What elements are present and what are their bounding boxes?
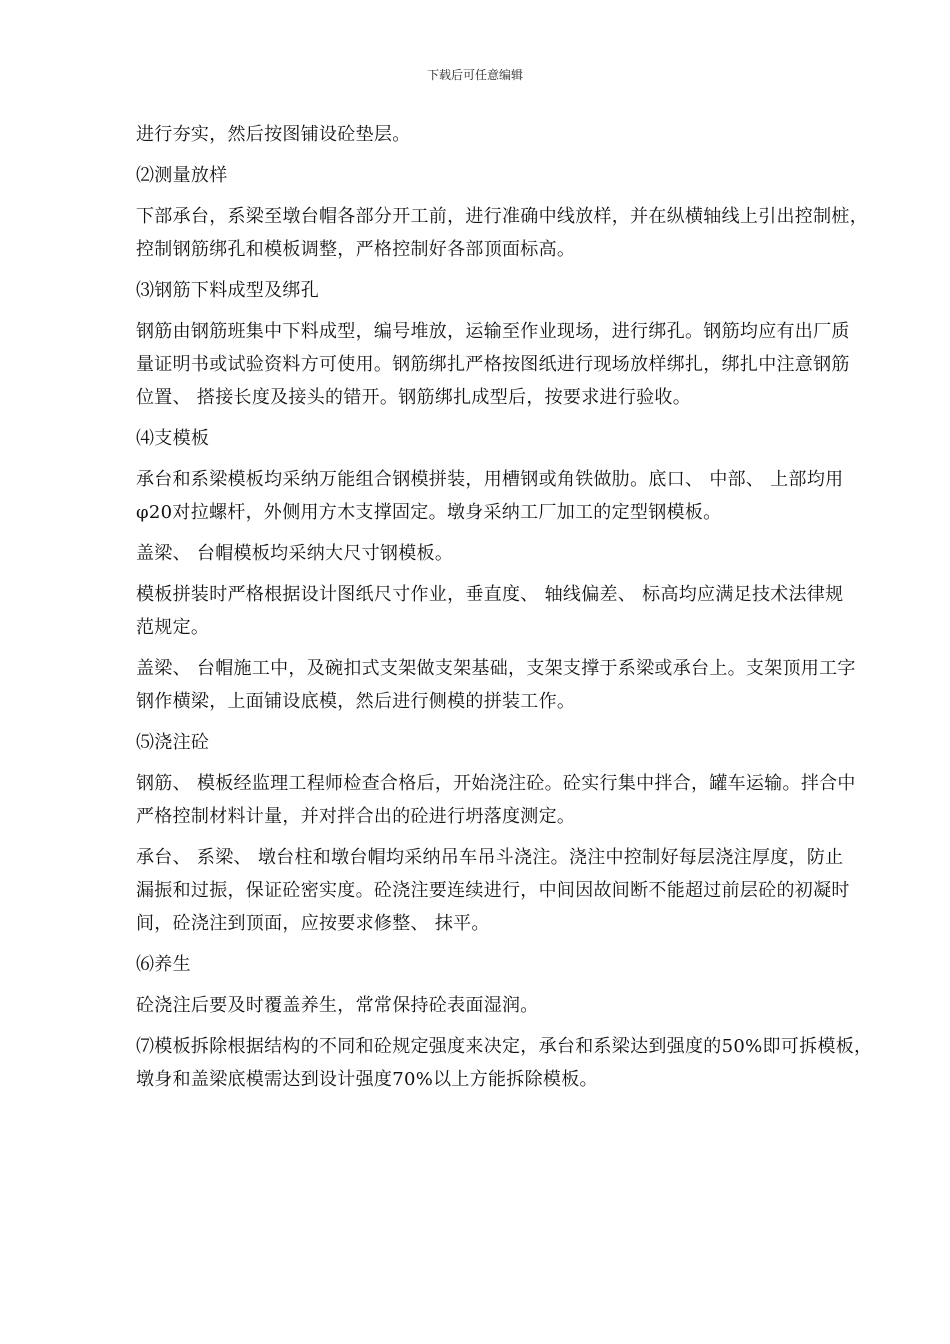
section-heading: ⑵测量放样 [136, 165, 228, 186]
text-line: 进行夯实，然后按图铺设砼垫层。 [136, 124, 411, 145]
section-heading: ⑹养生 [136, 954, 191, 975]
section-heading: ⑸浇注砼 [136, 732, 210, 753]
section-heading: ⑷支模板 [136, 428, 210, 449]
text-line: 严格控制材料计量，并对拌合出的砼进行坍落度测定。 [136, 806, 576, 827]
text-line: ⑺模板拆除根据结构的不同和砼规定强度来决定，承台和系梁达到强度的50%即可拆模板， [136, 1036, 873, 1057]
text-line: 位置、 搭接长度及接头的错开。钢筋绑扎成型后，按要求进行验收。 [136, 387, 692, 408]
document-body [136, 118, 896, 1096]
text-line: 盖梁、 台帽施工中，及碗扣式支架做支架基础，支架支撑于系梁或承台上。支架顶用工字 [136, 658, 856, 679]
text-line: 钢作横梁，上面铺设底模，然后进行侧模的拼装工作。 [136, 691, 576, 712]
text-line: 钢筋由钢筋班集中下料成型，编号堆放，运输至作业现场，进行绑孔。钢筋均应有出厂质 [136, 321, 850, 342]
text-line: 模板拼装时严格根据设计图纸尺寸作业，垂直度、 轴线偏差、 标高均应满足技术法律规 [136, 584, 844, 605]
text-line: 钢筋、 模板经监理工程师检查合格后，开始浇注砼。砼实行集中拌合，罐车运输。拌合中 [136, 773, 856, 794]
text-line: 墩身和盖梁底模需达到设计强度70%以上方能拆除模板。 [136, 1069, 598, 1090]
text-line: 砼浇注后要及时覆盖养生，常常保持砼表面湿润。 [136, 995, 539, 1016]
page-header: 下载后可任意编辑 [426, 68, 523, 82]
section-heading: ⑶钢筋下料成型及绑孔 [136, 280, 319, 301]
text-line: 范规定。 [136, 617, 210, 638]
text-line: 漏振和过振，保证砼密实度。砼浇注要连续进行，中间因故间断不能超过前层砼的初凝时 [136, 880, 850, 901]
text-line: 下部承台，系梁至墩台帽各部分开工前，进行准确中线放样，并在纵横轴线上引出控制桩， [136, 206, 868, 227]
text-line: 承台和系梁模板均采纳万能组合钢模拼装，用槽钢或角铁做肋。底口、 中部、 上部均用 [136, 469, 844, 490]
text-line: 盖梁、 台帽模板均采纳大尺寸钢模板。 [136, 543, 454, 564]
text-line: 量证明书或试验资料方可使用。钢筋绑扎严格按图纸进行现场放样绑扎，绑扎中注意钢筋 [136, 354, 850, 375]
text-line: φ20对拉螺杆，外侧用方木支撑固定。墩身采纳工厂加工的定型钢模板。 [136, 502, 722, 523]
text-line: 间，砼浇注到顶面，应按要求修整、 抹平。 [136, 913, 490, 934]
text-line: 控制钢筋绑孔和模板调整，严格控制好各部顶面标高。 [136, 239, 576, 260]
text-line: 承台、 系梁、 墩台柱和墩台帽均采纳吊车吊斗浇注。浇注中控制好每层浇注厚度，防止 [136, 847, 844, 868]
